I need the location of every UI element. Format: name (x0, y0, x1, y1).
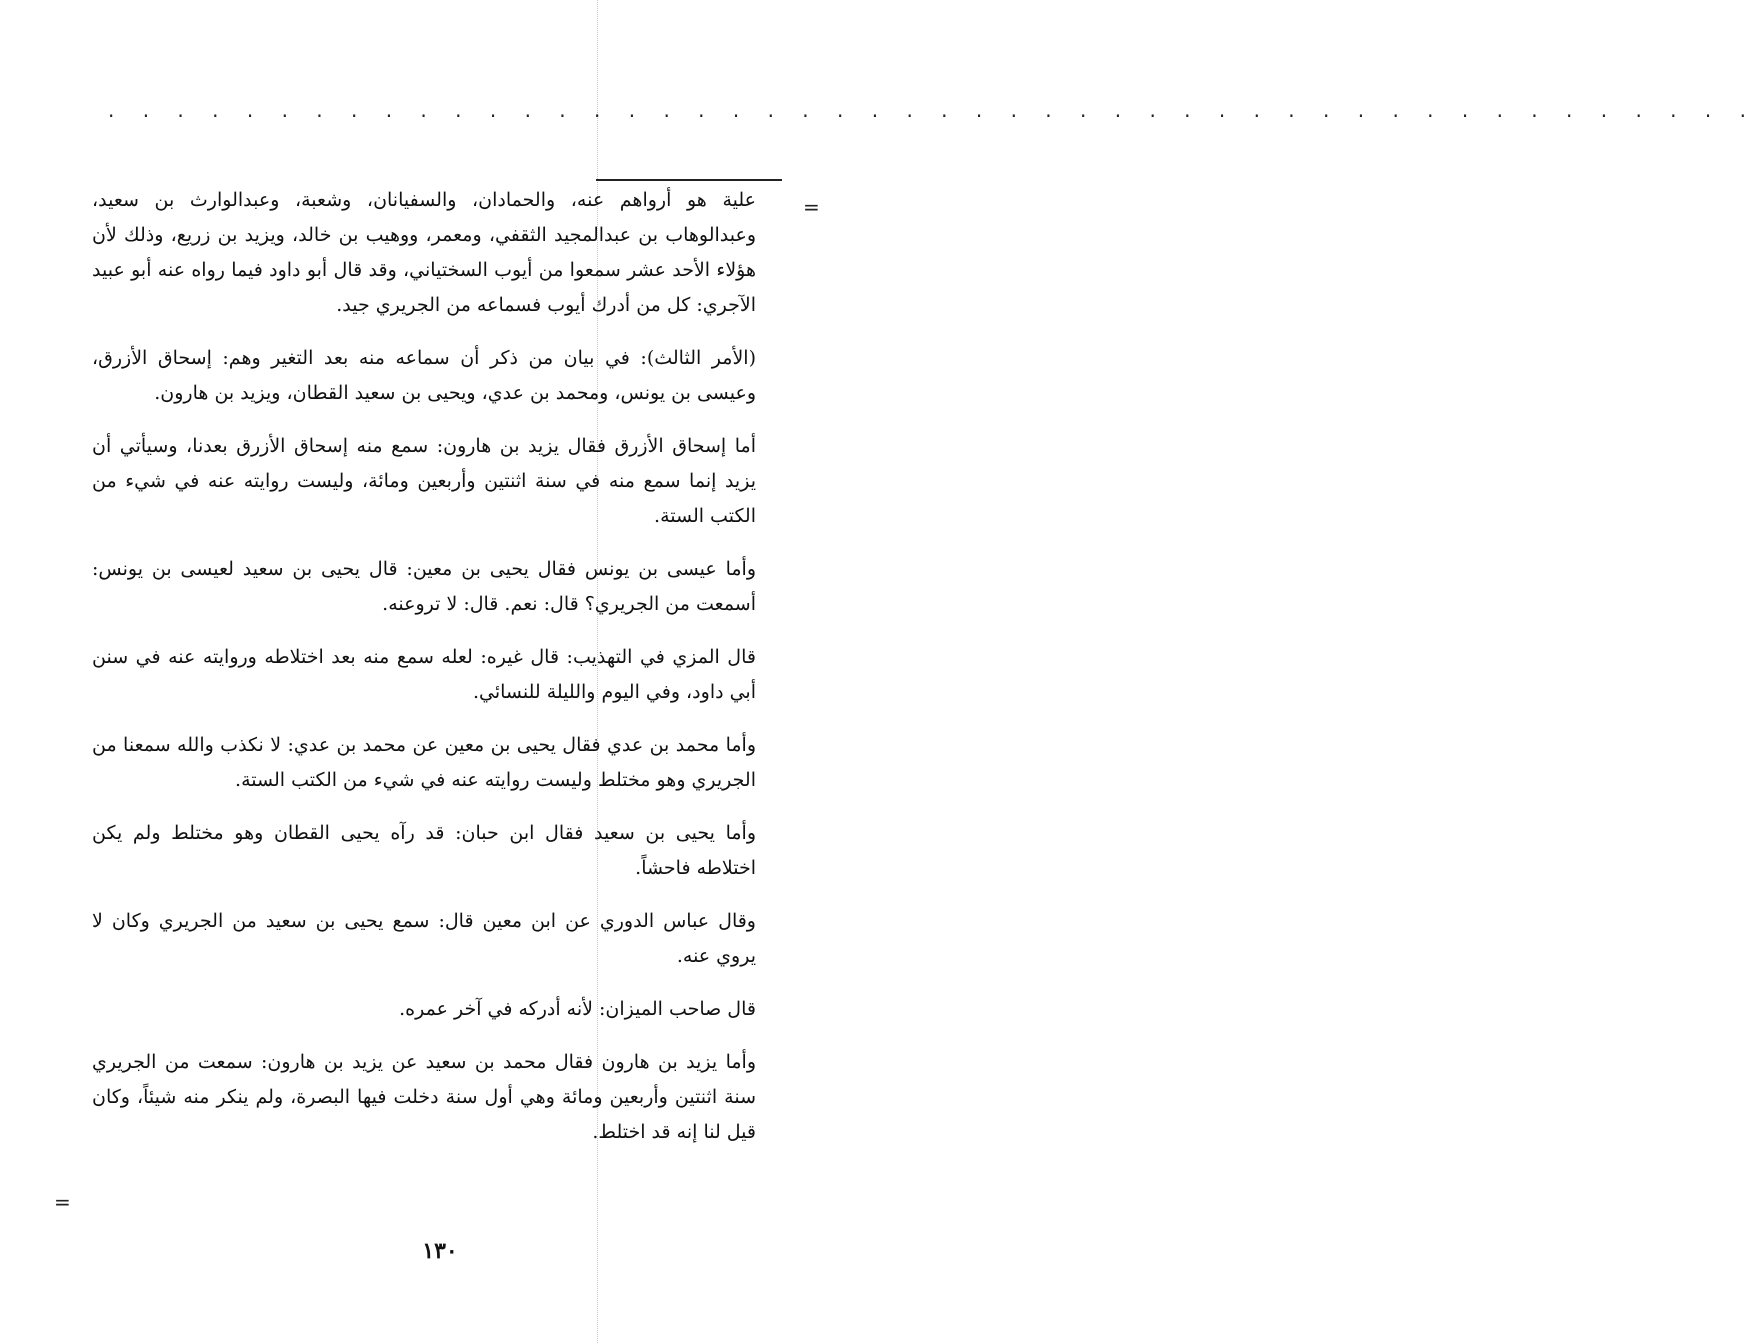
paragraph-10: وأما يزيد بن هارون فقال محمد بن سعيد عن يزيد بن هارون: سمعت من الجريري سنة اثنتين وأربعين ومائة وهي أول سنة دخلت فيها البصرة، ولم ينكر منه شيئاً، وكان قيل لنا إنه قد اختلط. (92, 1051, 756, 1143)
paragraph-9: قال صاحب الميزان: لأنه أدركه في آخر عمره. (399, 998, 756, 1020)
paragraph-2: (الأمر الثالث): في بيان من ذكر أن سماعه منه بعد التغير وهم: إسحاق الأزرق، وعيسى بن يونس، ومحمد بن عدي، ويحيى بن سعيد القطان، ويزيد بن هارون. (92, 347, 756, 404)
footnote-body (92, 183, 756, 1150)
dot-leader: . . . . . . . . . . . . . . . . . . . . . . . . . . . . . . . . . . . . . . . . . . . . . . . . (108, 98, 1757, 122)
paragraph-5: قال المزي في التهذيب: قال غيره: لعله سمع منه بعد اختلاطه وروايته عنه في سنن أبي داود، وفي اليوم والليلة للنسائي. (92, 646, 756, 703)
paragraph-4: وأما عيسى بن يونس فقال يحيى بن معين: قال يحيى بن سعيد لعيسى بن يونس: أسمعت من الجريري؟ قال: نعم. قال: لا تروعنه. (92, 558, 756, 615)
paragraph-1: علية هو أرواهم عنه، والحمادان، والسفيانان، وشعبة، وعبدالوارث بن سعيد، وعبدالوهاب بن عبدالمجيد الثقفي، ومعمر، ووهيب بن خالد، ويزيد بن زريع، وذلك لأن هؤلاء الأحد عشر سمعوا من أيوب السختياني، وقد قال أبو داود فيما رواه عنه أبو عبيد الآجري: كل من أدرك أيوب فسماعه من الجريري جيد. (92, 189, 756, 316)
paragraph-6: وأما محمد بن عدي فقال يحيى بن معين عن محمد بن عدي: لا نكذب والله سمعنا من الجريري وهو مختلط وليست روايته عنه في شيء من الكتب الستة. (92, 734, 756, 791)
paragraph-7: وأما يحيى بن سعيد فقال ابن حبان: قد رآه يحيى القطان وهو مختلط ولم يكن اختلاطه فاحشاً. (92, 822, 756, 879)
continuation-mark-top: = (803, 195, 820, 219)
paragraph-8: وقال عباس الدوري عن ابن معين قال: سمع يحيى بن سعيد من الجريري وكان لا يروي عنه. (92, 910, 756, 967)
page-number: ١٣٠ (422, 1238, 458, 1264)
paragraph-3: أما إسحاق الأزرق فقال يزيد بن هارون: سمع منه إسحاق الأزرق بعدنا، وسيأتي أن يزيد إنما سمع منه في سنة اثنتين وأربعين ومائة، وليست روايته عنه في شيء من الكتب الستة. (92, 435, 756, 527)
footnote-separator-rule (596, 179, 782, 181)
continuation-mark-bottom: = (54, 1190, 71, 1214)
